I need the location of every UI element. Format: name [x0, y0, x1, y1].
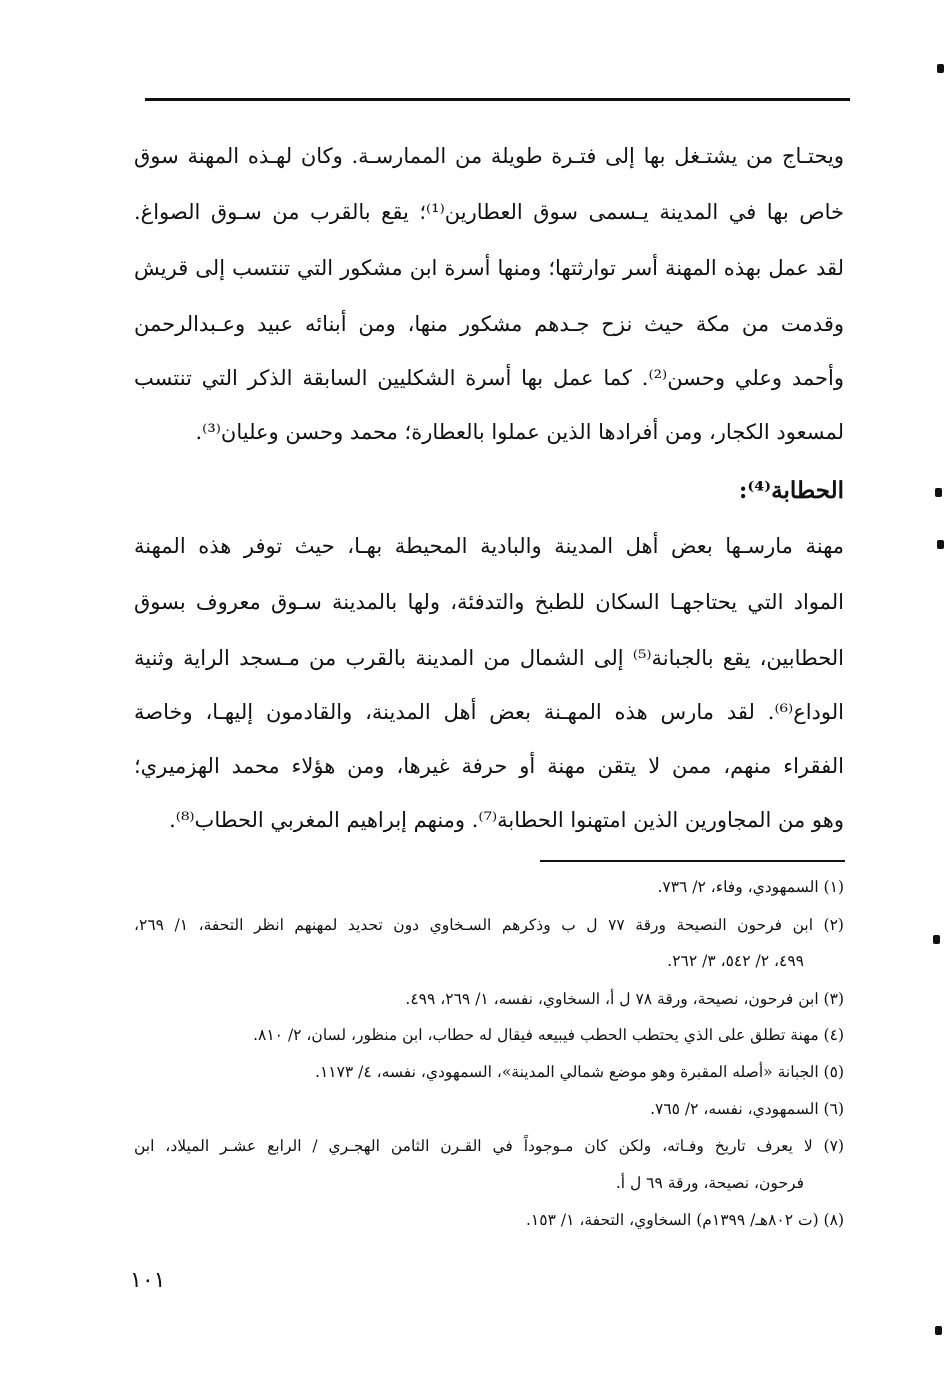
body-text-line: وهو من المجاورين الذين امتهنوا الحطابة⁽⁷⁾. ومنهم إبراهيم المغربي الحطاب⁽⁸⁾.	[169, 808, 844, 832]
body-text-line: المواد التي يحتاجهـا السكان للطبخ والتدفئة، ولها بالمدينة سـوق معروف بسوق	[134, 590, 844, 614]
page-number: ١٠١	[130, 1268, 166, 1293]
body-text-line: وقدمت من مكة حيث نزح جـدهم مشكور منها، ومن أبنائه عبيد وعـبدالرحمن	[134, 312, 844, 336]
section-heading: الحطابة⁽⁴⁾:	[738, 477, 844, 504]
footnote-4: (٤) مهنة تطلق على الذي يحتطب الحطب فيبيعه فيقال له حطاب، ابن منظور، لسان، ٢/ ٨١٠.	[253, 1026, 844, 1044]
footnote-2: (٢) ابن فرحون النصيحة ورقة ٧٧ ل ب وذكرهم السـخاوي دون تحديد لمهنهم انظر التحفة، ١/ ٢٦٩،	[134, 916, 844, 934]
footnote-5: (٥) الجبانة «أصله المقبرة وهو موضع شمالي المدينة»، السمهودي، نفسه، ٤/ ١١٧٣.	[315, 1063, 844, 1081]
body-text-line: الوداع⁽⁶⁾. لقد مارس هذه المهـنة بعض أهل المدينة، والقادمون إليهـا، وخاصة	[134, 700, 844, 724]
header-rule	[145, 98, 850, 101]
footnote-6: (٦) السمهودي، نفسه، ٢/ ٧٦٥.	[650, 1100, 844, 1118]
body-text-line: مهنة مارسـها بعض أهل المدينة والبادية المحيطة بهـا، حيث توفر هذه المهنة	[134, 534, 845, 558]
body-text-line: وأحمد وعلي وحسن⁽²⁾. كما عمل بها أسرة الشكليين السابقة الذكر التي تنتسب	[134, 366, 844, 390]
scan-mark	[937, 540, 944, 549]
body-text-line: الحطابين، يقع بالجبانة⁽⁵⁾ إلى الشمال من المدينة بالقرب من مـسجد الراية وثنية	[134, 646, 844, 670]
footnote-7: (٧) لا يعرف تاريخ وفـاته، ولكن كان مـوجوداً في القـرن الثامن الهجـري / الرابع عشـر الميلاد، ابن	[134, 1137, 844, 1155]
scan-mark	[933, 935, 940, 944]
scan-mark	[937, 64, 944, 73]
scan-mark	[935, 488, 942, 497]
body-text-line: لمسعود الكجار، ومن أفرادها الذين عملوا بالعطارة؛ محمد وحسن وعليان⁽³⁾.	[195, 420, 844, 444]
footnote-rule	[540, 860, 845, 862]
body-text-line: ويحتـاج من يشتـغل بها إلى فتـرة طويلة من الممارسـة. وكان لهـذه المهنة سوق	[134, 144, 844, 168]
body-text-line: خاص بها في المدينة يـسمى سوق العطارين⁽¹⁾؛ يقع بالقرب من سـوق الصواغ.	[134, 200, 844, 224]
scan-mark	[935, 1326, 942, 1335]
footnote-3: (٣) ابن فرحون، نصيحة، ورقة ٧٨ ل أ، السخاوي، نفسه، ١/ ٢٦٩، ٤٩٩.	[405, 990, 844, 1008]
body-text-line: الفقراء منهم، ممن لا يتقن مهنة أو حرفة غيرها، ومن هؤلاء محمد الهزميري؛	[134, 754, 844, 778]
footnote-8: (٨) (ت ٨٠٢هـ/ ١٣٩٩م) السخاوي، التحفة، ١/ ١٥٣.	[525, 1211, 844, 1229]
footnote-1: (١) السمهودي، وفاء، ٢/ ٧٣٦.	[657, 878, 844, 896]
footnote-2-continued: ٤٩٩، ٢/ ٥٤٢، ٣/ ٢٦٢.	[667, 952, 804, 970]
footnote-7-continued: فرحون، نصيحة، ورقة ٦٩ ل أ.	[615, 1174, 804, 1192]
body-text-line: لقد عمل بهذه المهنة أسر توارثتها؛ ومنها أسرة ابن مشكور التي تنتسب إلى قريش	[134, 256, 844, 280]
